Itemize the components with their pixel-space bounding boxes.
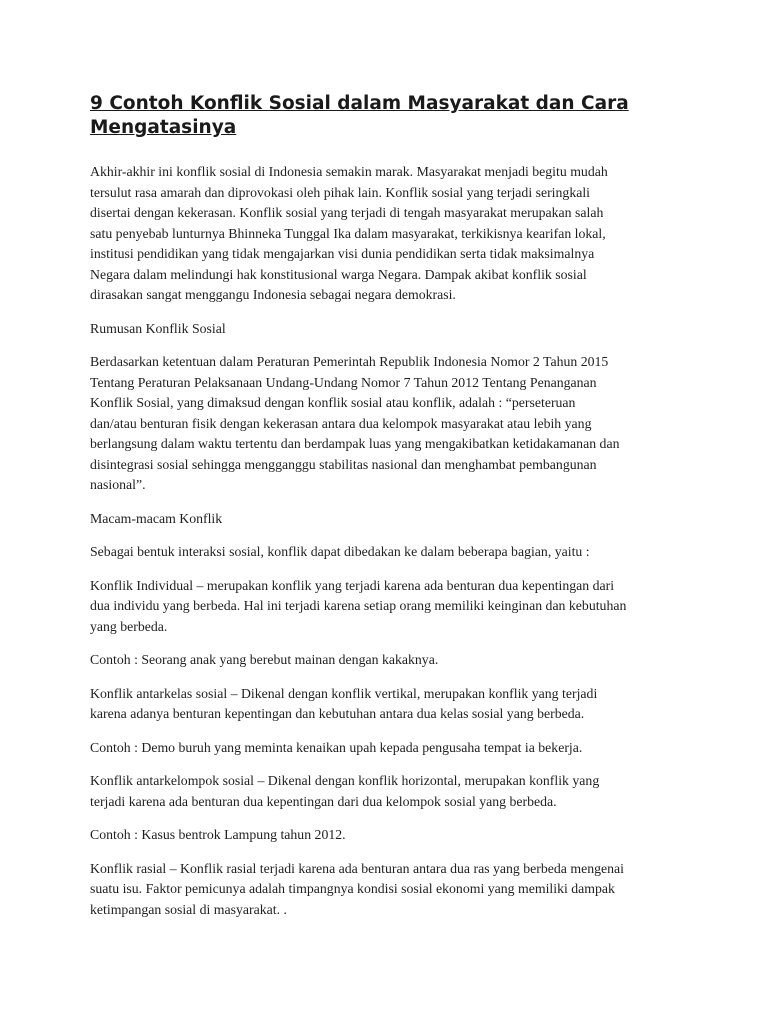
document-title: 9 Contoh Konflik Sosial dalam Masyarakat dan Cara Mengatasinya — [90, 93, 629, 138]
individual-example-paragraph: Contoh : Seorang anak yang berebut mainan dengan kakaknya. — [90, 652, 439, 667]
definition-paragraph: Berdasarkan ketentuan dalam Peraturan Pemerintah Republik Indonesia Nomor 2 Tahun 2015 Tentang Peraturan Pelaksanaan Undang-Undang Nomor 7 Tahun 2012 Tentang Penanganan Konflik Sosial, yang dimaksud dengan konflik sosial atau konflik, adalah : “perseteruan dan/atau benturan fisik dengan kekerasan antara dua kelompok masyarakat atau lebih yang berlangsung dalam waktu tertentu dan berdampak luas yang mengakibatkan ketidakamanan dan disintegrasi sosial sehingga mengganggu stabilitas nasional dan menghambat pembangunan nasional”. — [90, 354, 620, 492]
racial-conflict-paragraph: Konflik rasial – Konflik rasial terjadi karena ada benturan antara dua ras yang berbeda mengenai suatu isu. Faktor pemicunya adalah timpangnya kondisi sosial ekonomi yang memiliki dampak ketimpangan sosial di masyarakat. . — [90, 860, 625, 917]
intro-paragraph: Akhir-akhir ini konflik sosial di Indonesia semakin marak. Masyarakat menjadi begitu mudah tersulut rasa amarah dan diprovokasi oleh pihak lain. Konflik sosial yang terjadi seringkali disertai dengan kekerasan. Konflik sosial yang terjadi di tengah masyarakat merupakan salah satu penyebab lunturnya Bhinneka Tunggal Ika dalam masyarakat, terkikisnya kearifan lokal, institusi pendidikan yang tidak mengajarkan visi dunia pendidikan serta tidak maksimalnya Negara dalam melindungi hak konstitusional warga Negara. Dampak akibat konflik sosial dirasakan sangat menggangu Indonesia sebagai negara demokrasi. — [90, 164, 608, 302]
class-example-paragraph: Contoh : Demo buruh yang meminta kenaikan upah kepada pengusaha tempat ia bekerja. — [90, 739, 583, 755]
group-example-paragraph: Contoh : Kasus bentrok Lampung tahun 2012. — [90, 827, 346, 842]
section-heading-macam: Macam-macam Konflik — [90, 510, 223, 526]
class-conflict-paragraph: Konflik antarkelas sosial – Dikenal dengan konflik vertikal, merupakan konflik yang terjadi karena adanya benturan kepentingan dan kebutuhan antara dua kelas sosial yang berbeda. — [90, 685, 598, 721]
types-intro-paragraph: Sebagai bentuk interaksi sosial, konflik dapat dibedakan ke dalam beberapa bagian, yaitu : — [90, 544, 590, 559]
individual-conflict-paragraph: Konflik Individual – merupakan konflik yang terjadi karena ada benturan dua kepentingan dari dua individu yang berbeda. Hal ini terjadi karena setiap orang memiliki keinginan dan kebutuhan yang berbeda. — [90, 577, 627, 634]
group-conflict-paragraph: Konflik antarkelompok sosial – Dikenal dengan konflik horizontal, merupakan konflik yang terjadi karena ada benturan dua kepentingan dari dua kelompok sosial yang berbeda. — [90, 773, 600, 809]
section-heading-rumusan: Rumusan Konflik Sosial — [90, 320, 226, 336]
document-page — [90, 92, 690, 933]
